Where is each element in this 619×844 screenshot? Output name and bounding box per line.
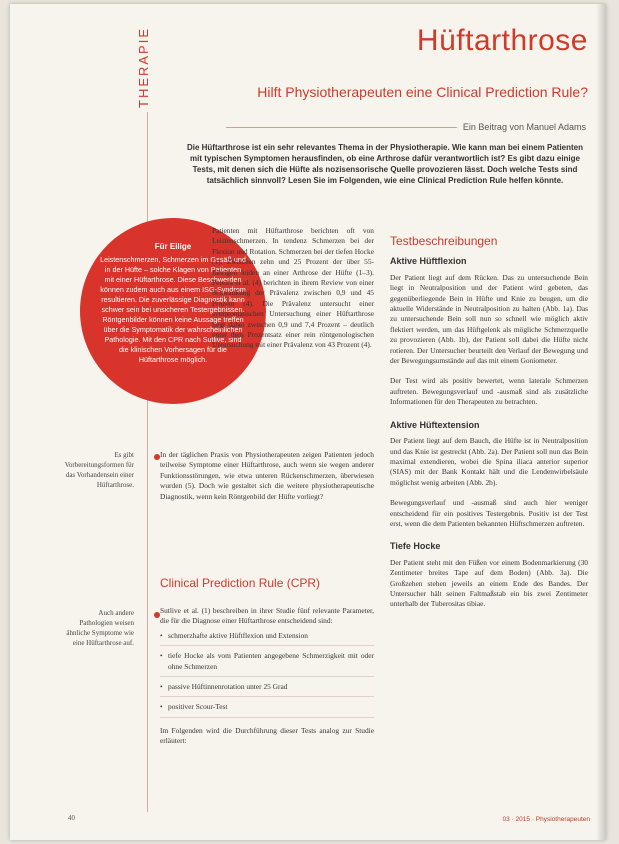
side-note-1: Es gibt Vorbereitungsformen für das Vorhandensein einer Hüftarthrose. xyxy=(64,451,134,489)
heading-active-extension: Aktive Hüftextension xyxy=(390,419,480,430)
byline xyxy=(226,122,586,132)
page-title: Hüftarthrose xyxy=(416,24,588,57)
page-number: 40 xyxy=(68,814,75,822)
byline-text: Ein Beitrag von Manuel Adams xyxy=(462,122,586,132)
vertical-rule xyxy=(147,112,148,812)
list-item: • tiefe Hocke als vom Patienten angegebene Schmerzigkeit mit oder ohne Schmerzen xyxy=(160,651,374,677)
flexion-paragraph-2: Der Test wird als positiv bewertet, wenn laterale Schmerzen auftreten. Bewegungsverlauf und -ausmaß sind als zusätzliche Informationen für den Therapeuten zu betrachten. xyxy=(390,376,588,407)
list-item: • passive Hüftinnenrotation unter 25 Grad xyxy=(160,682,374,697)
right-column xyxy=(390,236,588,610)
flexion-paragraph: Der Patient liegt auf dem Rücken. Das zu untersuchende Bein liegt in Neutralposition und der Patient wird gebeten, das gegenüberliegende Bein in Hüfte und Knie zu beugen, um die aktuelle Widerstände in Neutralposition zu halten (Abb. 1a). Das zu untersuchende Bein soll nun so schnell wie möglich aktiv flektiert werden, um das Hüftgelenk als mögliche Schmerzquelle zu provozieren (Abb. 1b), der Patient soll dabei die Hüfte nicht rotieren. Der Untersucher beurteilt den Verlauf der Bewegung und der Bewegungsumstände auf das mit einem Goniometer. xyxy=(390,272,588,366)
heading-deep-squat: Tiefe Hocke xyxy=(390,541,441,552)
extension-paragraph-2: Bewegungsverlauf und -ausmaß sind auch hier weniger entscheidend für ein positives Testergebnis. Positiv ist der Test erst, wenn die dem Patienten bekannten Hüftschmerzen auftreten. xyxy=(390,498,588,528)
magazine-page xyxy=(10,4,606,840)
cpr-criteria-list xyxy=(160,631,374,718)
summary-title: Für Eilige xyxy=(154,242,192,251)
heading-tests: Testbeschreibungen xyxy=(390,234,498,248)
summary-body: Leistenschmerzen, Schmerzen im Gesäß und in der Hüfte – solche Klagen von Patienten mit einer Hüftarthrose. Diese Beschwerden können zudem auch aus einem ISG-Syndrom resultieren. Die zuverlässige Diagnostik kann schwer sein bei unsicheren Testergebnissen. Röntgenbilder können keine Aussage treffen über die Symptomatik der wahrscheinlichen Pathologie. Mit den CPR nach Sutlive, sind die klinischen Vorhersagen für die Hüftarthrose möglich. xyxy=(100,255,246,364)
cpr-section xyxy=(160,578,374,588)
list-item: • positiver Scour-Test xyxy=(160,702,374,717)
page-subtitle: Hilft Physiotherapeuten eine Clinical Prediction Rule? xyxy=(257,84,588,100)
spine-shadow xyxy=(596,4,606,840)
body-paragraph-2: In der täglichen Praxis von Physiotherapeuten zeigen Patienten jedoch teilweise Symptome einer Hüftarthrose, auch wenn sie wegen anderer Funktionsstörungen, wie etwa unteren Rückenschmerzen, überwiesen wurden (5). Doch wie gestaltet sich die weitere physiotherapeutische Diagnostik, wenn kein Röntgenbild der Hüfte vorliegt? xyxy=(160,450,374,501)
squat-paragraph: Der Patient steht mit den Füßen vor einem Bodenmarkierung (30 Zentimeter breites Tape auf dem Boden) (Abb. 3a). Die Großzehen stehen jeweils an einem Ende des Bandes. Der Untersucher hält seinen Faltmaßstab ein bis zwei Zentimeter unterhalb der Tuberositas tibiae. xyxy=(390,557,588,609)
list-item: • schmerzhafte aktive Hüftflexion und Extension xyxy=(160,631,374,646)
byline-rule xyxy=(226,127,457,128)
cpr-body xyxy=(160,606,374,747)
body-paragraph-1: Patienten mit Hüftarthrose berichten oft von Leistenschmerzen. In tendenz Schmerzen bei der Flexion und Rotation. Schmerzen bei der tiefen Hocke (1). Zwischen zehn und 25 Prozent der über 55-Jährigen leiden an einer Arthrose der Hüfte (1–3). Pereira et al. (4) berichten in ihrem Review von einer Schwankung der Prävalenz zwischen 0,9 und 45 Prozent (4). Die Prävalenz untersucht einer symptomatischen Untersuchung einer Hüftarthrose liegt dabei zwischen 0,9 und 7,4 Prozent – deutlich unter dem Prozentsatz einer rein röntgenologischen Untersuchung mit einer Prävalenz von 43 Prozent (4). xyxy=(212,226,374,350)
extension-paragraph: Der Patient liegt auf dem Bauch, die Hüfte ist in Neutralposition und das Knie ist gestreckt (Abb. 2a). Der Patient soll nun das Bein maximal extendieren, wobei die Spina iliaca anterior superior (SIAS) mit der Bank Kontakt hält und die Lendenwirbelsäule möglichst wenig arbeiten (Abb. 2b). xyxy=(390,436,588,487)
heading-active-flexion: Aktive Hüftflexion xyxy=(390,256,467,267)
body-paragraph-3: Sutlive et al. (1) beschreiben in ihrer Studie fünf relevante Parameter, die für die Diagnose einer Hüftarthrose entscheidend sind: xyxy=(160,606,374,626)
side-note-2: Auch andere Pathologien weisen ähnliche Symptome wie eine Hüftarthrose auf. xyxy=(66,609,134,647)
body-paragraph-4: Im Folgenden wird die Durchführung dieser Tests analog zur Studie erläutert: xyxy=(160,725,374,746)
heading-cpr: Clinical Prediction Rule (CPR) xyxy=(160,576,321,590)
footer-issue: 03 · 2015 · Physiotherapeuten xyxy=(502,816,590,823)
intro-paragraph: Die Hüftarthrose ist ein sehr relevantes Thema in der Physiotherapie. Wie kann man bei einem Patienten mit typischen Symptomen herausfinden, ob eine Arthrose dafür verantwortlich ist? Es gibt dazu einige Tests, mit denen sich die Hüfte als nozisensorische Quelle provozieren lässt. Doch welche Tests sind tatsächlich sinnvoll? Lesen Sie im Folgenden, wie eine Clinical Prediction Rule helfen könnte. xyxy=(186,143,584,185)
section-label: THERAPIE xyxy=(136,26,151,108)
